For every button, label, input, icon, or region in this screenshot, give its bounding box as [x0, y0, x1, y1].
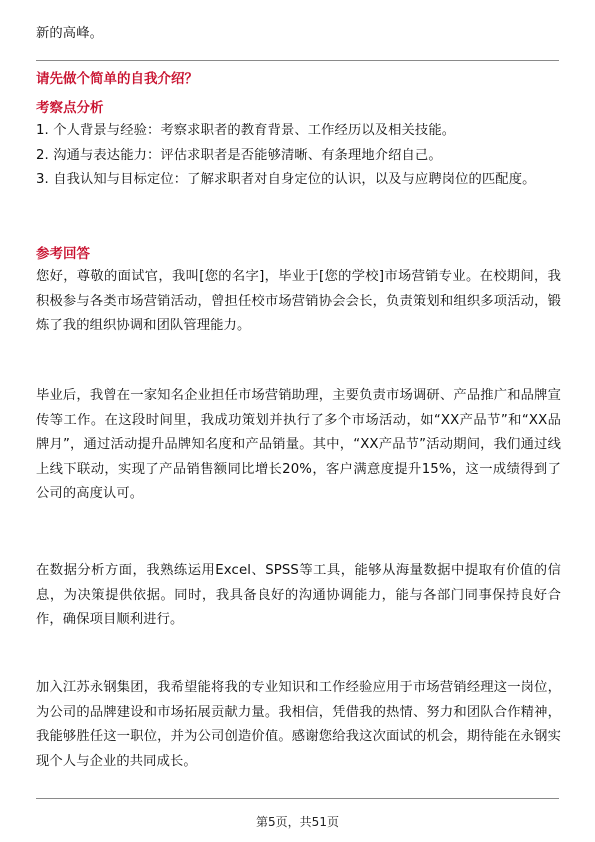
analysis-point: 2. 沟通与表达能力：评估求职者是否能够清晰、有条理地介绍自己。	[36, 147, 442, 163]
previous-answer-tail	[36, 22, 561, 47]
answer-paragraph: 您好，尊敬的面试官，我叫[您的名字]，毕业于[您的学校]市场营销专业。在校期间，我积极参与各类市场营销活动，曾担任校市场营销协会会长，负责策划和组织多项活动，锻炼了我的组织协调和团队管理能力。	[36, 269, 561, 333]
section-divider-top	[36, 60, 559, 61]
answer-block-3	[36, 559, 561, 633]
paragraph-tail: 新的高峰。	[36, 26, 103, 41]
section-divider-bottom	[36, 798, 559, 799]
analysis-block	[36, 97, 561, 193]
answer-block	[36, 243, 561, 339]
question-title: 请先做个简单的自我介绍？	[36, 71, 198, 87]
question-block	[36, 68, 561, 90]
answer-block-2	[36, 384, 561, 507]
analysis-heading: 考察点分析	[36, 100, 104, 116]
analysis-point: 1. 个人背景与经验：考察求职者的教育背景、工作经历以及相关技能。	[36, 123, 456, 138]
answer-paragraph: 在数据分析方面，我熟练运用Excel、SPSS等工具，能够从海量数据中提取有价值的信息，为决策提供依据。同时，我具备良好的沟通协调能力，能与各部门同事保持良好合作，确保项目顺利进行。	[36, 563, 561, 627]
answer-heading: 参考回答	[36, 246, 90, 262]
analysis-point: 3. 自我认知与目标定位：了解求职者对自身定位的认识，以及与应聘岗位的匹配度。	[36, 172, 536, 187]
page-number: 第5页，共51页	[256, 815, 339, 829]
answer-paragraph: 加入江苏永钢集团，我希望能将我的专业知识和工作经验应用于市场营销经理这一岗位，为公司的品牌建设和市场拓展贡献力量。我相信，凭借我的热情、努力和团队合作精神，我能够胜任这一职位，并为公司创造价值。感谢您给我这次面试的机会，期待能在永钢实现个人与企业的共同成长。	[36, 680, 561, 769]
answer-paragraph: 毕业后，我曾在一家知名企业担任市场营销助理，主要负责市场调研、产品推广和品牌宣传等工作。在这段时间里，我成功策划并执行了多个市场活动，如“XX产品节”和“XX品牌月”，通过活动提升品牌知名度和产品销量。其中，“XX产品节”活动期间，我们通过线上线下联动，实现了产品销售额同比增长20%，客户满意度提升15%，这一成绩得到了公司的高度认可。	[36, 388, 561, 501]
answer-block-4	[36, 676, 561, 774]
